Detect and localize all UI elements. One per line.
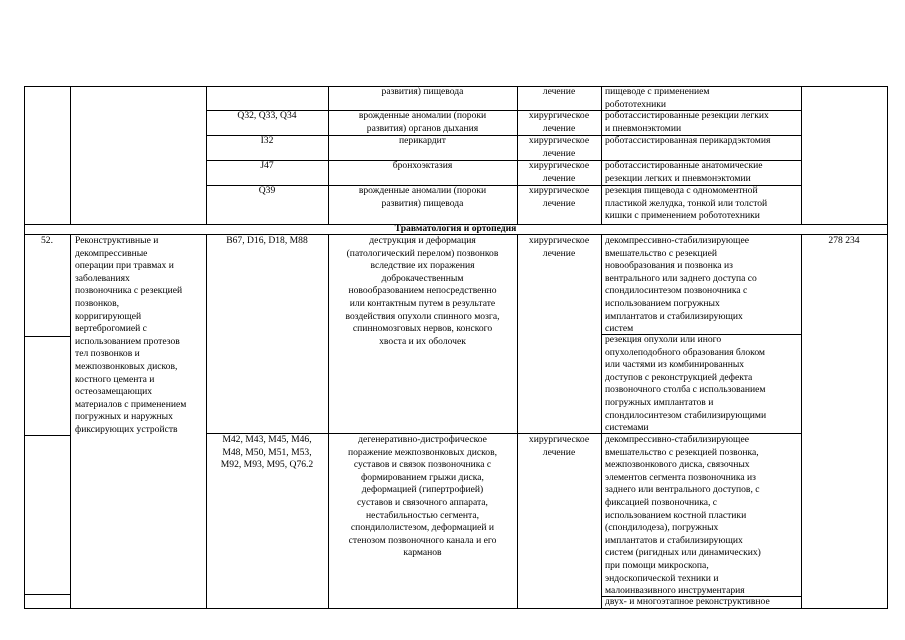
col-border	[887, 86, 888, 609]
item-name: Реконструктивные и декомпрессивные операции при травмах и заболеваниях позвоночника с резекцией позвонков, корригирующей вертеброгомией с использованием протезов тел позвонков и межпозвонковых дисков, костного цемента и остеозамещающих материалов с применением погружных и наружных фиксирующих устройств	[75, 235, 187, 435]
group1-method-1: декомпрессивно-стабилизирующее вмешательство с резекцией новообразования и позвонка из вентрального или заднего доступа со спондилосинтезом позвоночника с использованием погружных имплантатов и стабилизирующих систем	[605, 235, 757, 335]
row5-method: резекция пищевода с одномоментной пластикой желудка, тонкой или толстой кишки с применением робототехники	[605, 185, 768, 222]
row3-method: роботассистированная перикардэктомия	[605, 135, 771, 146]
group1-method-2: резекция опухоли или иного опухолеподобного образования блоком или частями из комбинированных доступов с реконструкцией дефекта позвоночного столба с использованием погружных имплантатов и спондилосинтезом стабилизирующими системами	[605, 334, 767, 434]
group2-method-1: декомпрессивно-стабилизирующее вмешательство с резекцией позвонка, межпозвонкового диска, связочных элементов сегмента позвоночника из заднего или вентрального доступов, с фиксацией позвоночника, с использованием костной пластики (спондилодеза), погружных имплантатов и стабилизирующих систем (ригидных или динамических) при помощи микроскопа, эндоскопической техники и малоинвазивного инструментария	[605, 434, 761, 597]
group2-treatment: хирургическое лечение	[528, 434, 590, 458]
row1-method: пищеводе с применением робототехники	[605, 86, 710, 110]
col-border	[801, 234, 802, 609]
row1-disease: развития) пищевода	[381, 86, 464, 97]
row3-codes: I32	[260, 135, 274, 146]
col-border	[601, 86, 602, 224]
row5-codes: Q39	[258, 185, 276, 196]
row4-method: роботассистированные анатомические резекции легких и пневмонэктомии	[605, 160, 763, 184]
row-divider	[24, 594, 70, 595]
row4-disease: бронхоэктазия	[392, 160, 453, 171]
group1-codes: B67, D16, D18, M88	[226, 235, 308, 246]
group1-treatment: хирургическое лечение	[528, 235, 590, 259]
group1-disease: деструкция и деформация (патологический перелом) позвонков вследствие их поражения доброкачественным новообразованием непосредственно или контактным путем в результате воздействия опухоли спинного мозга, спинномозговых нервов, конского хвоста и их оболочек	[345, 235, 500, 347]
row-divider	[24, 336, 70, 337]
group2-disease: дегенеративно-дистрофическое поражение межпозвонковых дисков, суставов и связок позвоночника с формированием грыжи диска, деформацией (гипертрофией) суставов и связочного аппарата, нестабильностью сегмента, спондилолистезом, деформацией и стенозом позвоночного канала и его карманов	[347, 434, 498, 559]
item-price: 278 234	[828, 235, 860, 246]
col-border	[801, 86, 802, 224]
row4-treatment: хирургическое лечение	[528, 160, 590, 184]
group2-codes: M42, M43, M45, M46, M48, M50, M51, M53, M92, M93, M95, Q76.2	[220, 434, 314, 471]
row5-disease: врожденные аномалии (пороки развития) пищевода	[358, 185, 487, 209]
row2-treatment: хирургическое лечение	[528, 110, 590, 134]
row2-method: роботассистированные резекции легких и пневмонэктомии	[605, 110, 769, 134]
col-border	[70, 234, 71, 609]
col-border	[24, 86, 25, 609]
group2-method-2: двух- и многоэтапное реконструктивное	[605, 596, 770, 607]
row3-treatment: хирургическое лечение	[528, 135, 590, 159]
row3-disease: перикардит	[399, 135, 446, 146]
row2-disease: врожденные аномалии (пороки развития) органов дыхания	[358, 110, 487, 134]
item-number: 52.	[41, 235, 53, 246]
col-border	[206, 234, 207, 609]
row1-treatment: лечение	[542, 86, 576, 97]
row-divider	[24, 435, 70, 436]
col-border	[517, 234, 518, 609]
col-border	[601, 234, 602, 609]
row2-codes: Q32, Q33, Q34	[237, 110, 297, 121]
row5-treatment: хирургическое лечение	[528, 185, 590, 209]
col-border	[206, 86, 207, 224]
col-border	[70, 86, 71, 224]
row4-codes: J47	[260, 160, 274, 171]
section-title: Травматология и ортопедия	[394, 223, 517, 234]
